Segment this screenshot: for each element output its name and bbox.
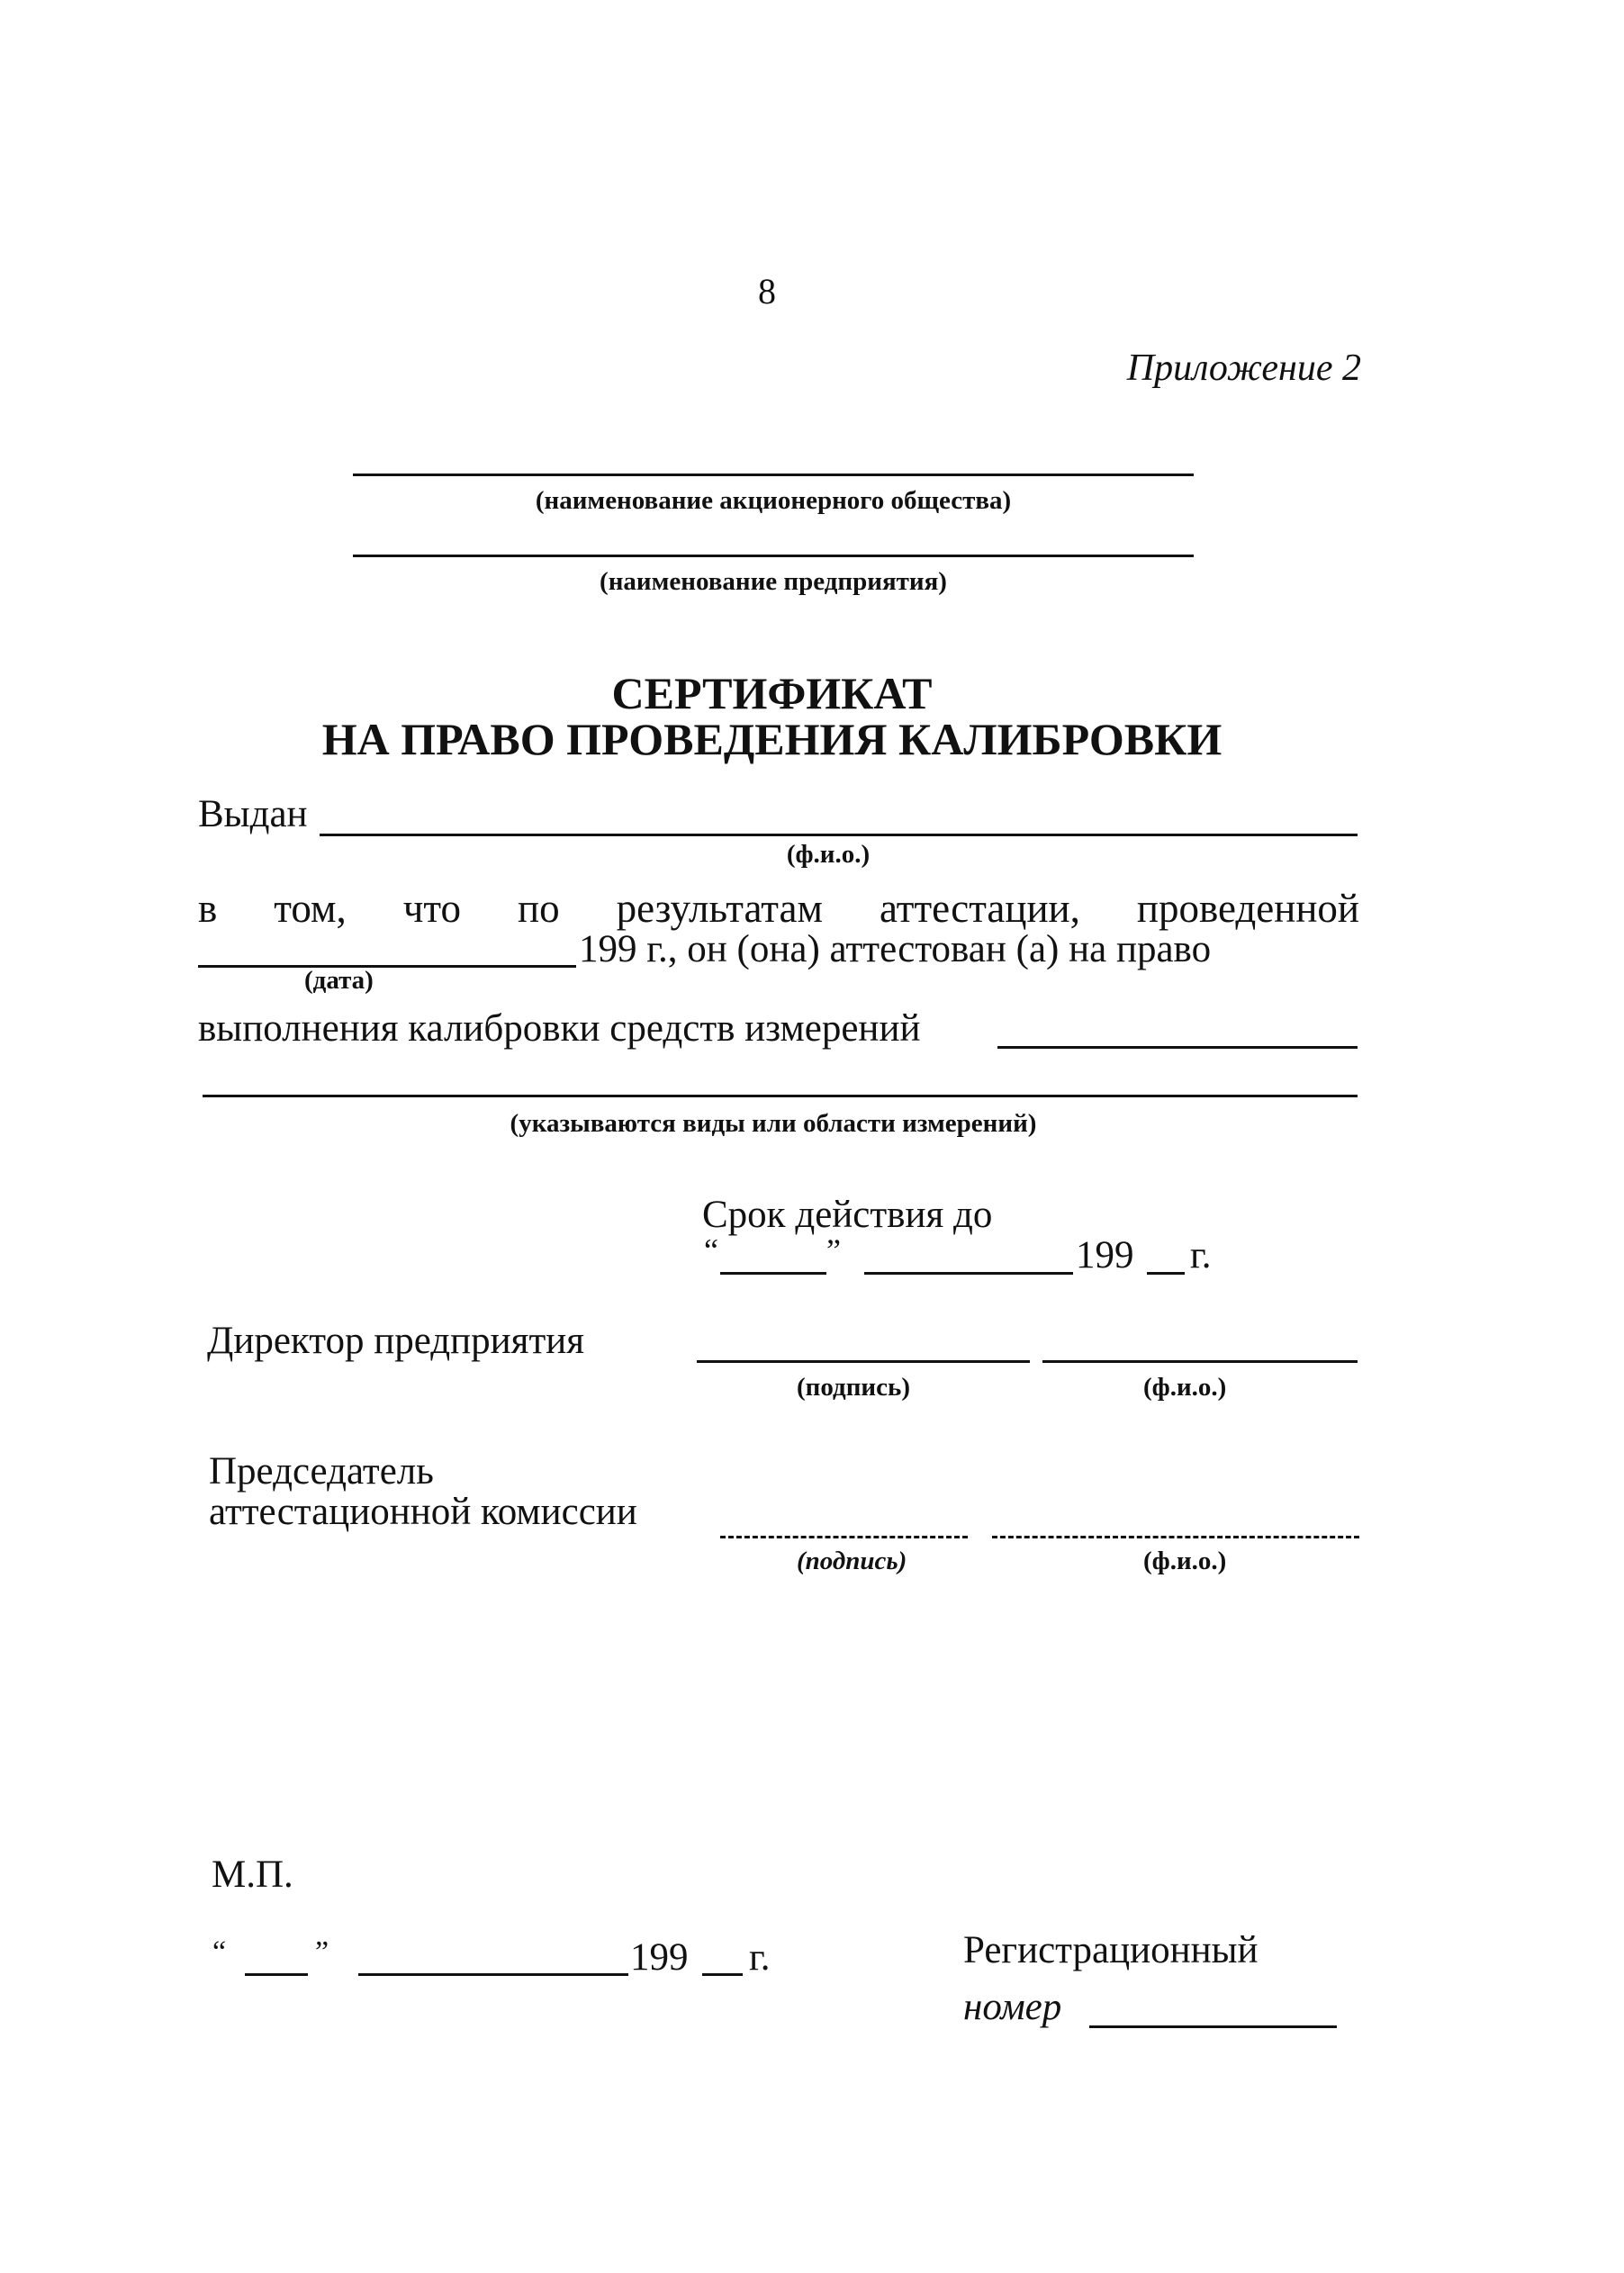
validity-year-line (1147, 1272, 1185, 1275)
registration-label-line2: номер (963, 1986, 1062, 2028)
issue-date-month-line (358, 1973, 628, 1976)
date-caption: (дата) (304, 966, 374, 995)
issue-date-quote-close: ” (315, 1935, 329, 1969)
measurement-types-line1 (997, 1046, 1358, 1049)
director-signature-caption: (подпись) (797, 1373, 910, 1402)
attestation-text-line1: в том, что по результатам аттестации, проведенной (198, 886, 1359, 931)
validity-label: Срок действия до (702, 1194, 993, 1236)
issue-date-day-line (245, 1973, 308, 1976)
issue-date-year: 199 (630, 1936, 689, 1979)
issue-date-year-suffix: г. (749, 1936, 771, 1979)
issued-label: Выдан (198, 793, 308, 835)
measurement-types-line2 (203, 1095, 1358, 1097)
enterprise-caption: (наименование предприятия) (600, 567, 947, 596)
chairman-label-line2: аттестационной комиссии (209, 1491, 637, 1533)
registration-number-line (1089, 2025, 1337, 2028)
issued-name-caption: (ф.и.о.) (786, 840, 871, 869)
calibration-text-line: выполнения калибровки средств измерений (198, 1007, 921, 1050)
appendix-label: Приложение 2 (1126, 347, 1361, 389)
director-name-caption: (ф.и.о.) (1143, 1373, 1227, 1402)
validity-quote-close: ” (826, 1232, 841, 1268)
registration-label-line1: Регистрационный (963, 1929, 1259, 1971)
issue-date-quote-open: “ (212, 1935, 227, 1969)
validity-day-line (720, 1272, 826, 1275)
chairman-name-caption: (ф.и.о.) (1143, 1547, 1227, 1575)
attestation-date-line (198, 965, 576, 968)
chairman-label-line1: Председатель (209, 1450, 434, 1493)
director-signature-line (697, 1360, 1030, 1363)
validity-year-suffix: г. (1190, 1234, 1212, 1276)
chairman-name-line (992, 1536, 1359, 1538)
stamp-place-label: М.П. (212, 1854, 293, 1896)
joint-stock-company-caption: (наименование акционерного общества) (535, 486, 1012, 515)
page-number: 8 (758, 271, 776, 311)
measurement-areas-caption: (указываются виды или области измерений) (510, 1109, 1037, 1138)
attestation-text-line2: 199 г., он (она) аттестован (а) на право (579, 928, 1212, 970)
joint-stock-company-line (353, 474, 1194, 476)
validity-year: 199 (1076, 1234, 1134, 1276)
issue-date-year-line (702, 1973, 743, 1976)
director-label: Директор предприятия (207, 1320, 585, 1362)
validity-quote-open: “ (704, 1232, 718, 1268)
director-name-line (1042, 1360, 1358, 1363)
validity-month-line (864, 1272, 1073, 1275)
certificate-subtitle: НА ПРАВО ПРОВЕДЕНИЯ КАЛИБРОВКИ (321, 714, 1223, 764)
chairman-signature-line (720, 1536, 968, 1538)
certificate-title: СЕРТИФИКАТ (611, 668, 933, 718)
enterprise-line (353, 555, 1194, 557)
issued-name-line (320, 834, 1358, 836)
chairman-signature-caption: (подпись) (797, 1547, 907, 1575)
